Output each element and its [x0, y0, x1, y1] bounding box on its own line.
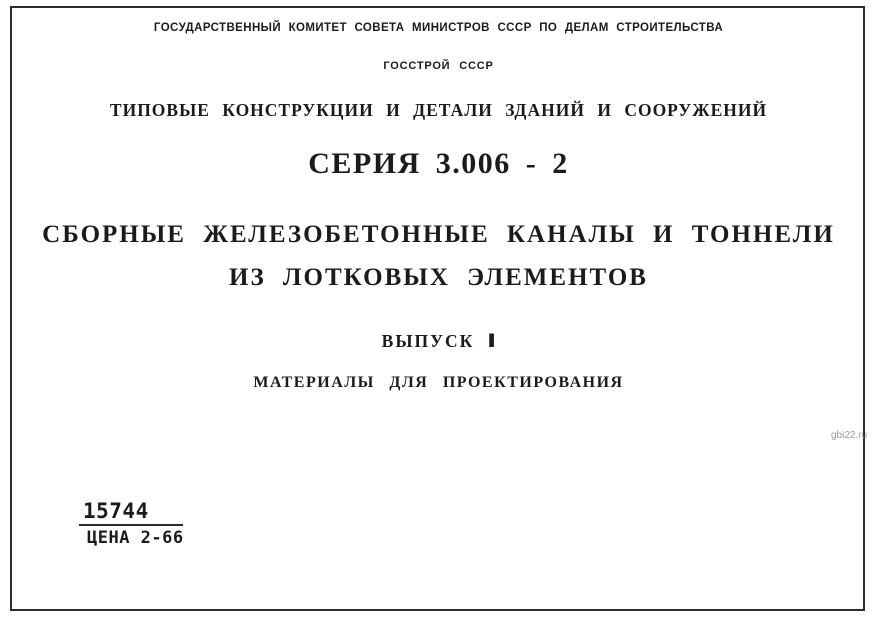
- issue-label: ВЫПУСК: [381, 331, 475, 351]
- gosstroy-header-line: ГОССТРОЙ СССР: [383, 60, 494, 72]
- price-text: ЦЕНА 2-66: [87, 528, 184, 549]
- issue-line: [0, 330, 877, 352]
- issue-number: I: [487, 330, 497, 352]
- series-type-line: ТИПОВЫЕ КОНСТРУКЦИИ И ДЕТАЛИ ЗДАНИЙ И СООРУЖЕНИЙ: [109, 100, 768, 120]
- main-title-line-1: СБОРНЫЕ ЖЕЛЕЗОБЕТОННЫЕ КАНАЛЫ И ТОННЕЛИ: [42, 221, 835, 248]
- series-number-title: СЕРИЯ 3.006 - 2: [308, 147, 569, 180]
- price-divider-line: [79, 524, 183, 526]
- subtitle-line: МАТЕРИАЛЫ ДЛЯ ПРОЕКТИРОВАНИЯ: [253, 374, 624, 391]
- document-number: 15744: [83, 499, 149, 523]
- main-title-line-2: ИЗ ЛОТКОВЫХ ЭЛЕМЕНТОВ: [229, 264, 648, 291]
- watermark-text: gbi22.ru: [831, 430, 868, 441]
- price-block: [79, 500, 184, 548]
- committee-header-line: ГОСУДАРСТВЕННЫЙ КОМИТЕТ СОВЕТА МИНИСТРОВ СССР ПО ДЕЛАМ СТРОИТЕЛЬСТВА: [153, 22, 724, 34]
